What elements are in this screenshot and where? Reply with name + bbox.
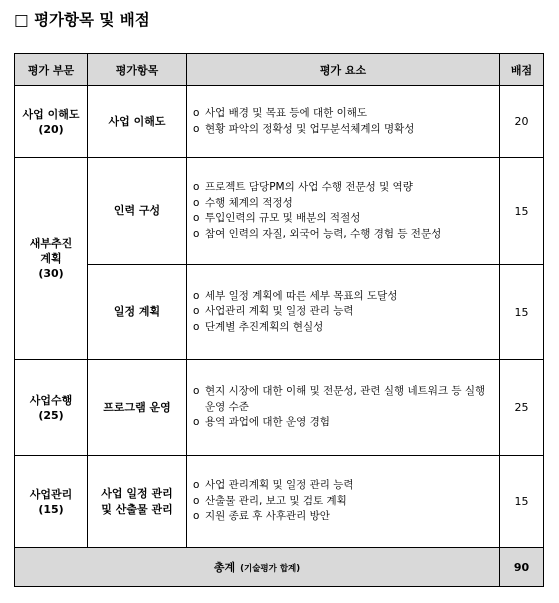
division-name-line: 계획 [40, 252, 62, 265]
bullet-marker: o [193, 107, 200, 119]
division-cell [15, 456, 88, 548]
division-name: 사업관리 [29, 487, 73, 501]
division-points: (25) [38, 408, 64, 422]
element-item: o 단계별 추진계획의 현실성 [193, 320, 495, 336]
element-item: o 투입인력의 규모 및 배분의 적절성 [193, 211, 495, 227]
bullet-marker: o [193, 196, 200, 209]
item-cell [88, 360, 187, 456]
element-item: o 현황 파악의 정확성 및 업무분석체계의 명확성 [193, 122, 495, 138]
element-item: o 수행 체계의 적정성 [193, 196, 495, 212]
table-row [15, 360, 544, 456]
table-row [15, 456, 544, 548]
section-heading [14, 8, 150, 30]
score-cell: 15 [500, 265, 544, 360]
item-cell [88, 265, 187, 360]
elements-cell [187, 158, 500, 265]
elements-cell [187, 86, 500, 158]
bullet-marker: o [193, 510, 200, 523]
table-row [15, 158, 544, 265]
score-cell: 15 [500, 456, 544, 548]
element-item: o 프로젝트 담당PM의 사업 수행 전문성 및 역량 [193, 180, 495, 196]
score-cell: 20 [500, 86, 544, 158]
table-row [15, 265, 544, 360]
elements-cell [187, 456, 500, 548]
header-item: 평가항목 [88, 54, 187, 86]
division-name: 사업수행 [29, 393, 73, 407]
bullet-marker: o [193, 320, 200, 333]
element-item: o 세부 일정 계획에 따른 세부 목표의 도달성 [193, 289, 495, 305]
table-row [15, 86, 544, 158]
elements-cell [187, 360, 500, 456]
total-label-cell [15, 548, 500, 587]
division-points: (30) [38, 267, 64, 280]
bullet-marker: o [193, 479, 200, 492]
item-cell [88, 456, 187, 548]
item-name: 인력 구성 [113, 204, 161, 217]
score-cell: 15 [500, 158, 544, 265]
item-name-line: 사업 일정 관리 [101, 486, 173, 500]
header-elements: 평가 요소 [187, 54, 500, 86]
division-name: 사업 이해도 [22, 107, 80, 121]
total-note: (기술평가 합계) [240, 564, 301, 574]
elements-cell [187, 265, 500, 360]
bullet-marker: o [193, 289, 200, 302]
element-item: o 현지 시장에 대한 이해 및 전문성, 관련 실행 네트워크 등 실행 운영 수준 [193, 385, 486, 413]
header-division: 평가 부문 [15, 54, 88, 86]
bullet-marker: o [193, 122, 200, 135]
division-points: (20) [38, 122, 64, 136]
item-cell [88, 86, 187, 158]
total-label: 총계 [213, 561, 236, 574]
element-item: o 사업관리 계획 및 일정 관리 능력 [193, 304, 495, 320]
item-name-line: 및 산출물 관리 [101, 502, 173, 516]
total-score: 90 [500, 548, 544, 587]
bullet-marker: o [193, 416, 200, 429]
element-item: o 참여 인력의 자질, 외국어 능력, 수행 경험 등 전문성 [193, 227, 495, 243]
item-name: 일정 계획 [113, 305, 161, 318]
element-item: o 사업 배경 및 목표 등에 대한 이해도 [193, 106, 495, 122]
division-cell [15, 86, 88, 158]
header-score: 배점 [500, 54, 544, 86]
bullet-marker: o [193, 305, 200, 318]
element-item: o 용역 과업에 대한 운영 경험 [193, 415, 495, 431]
bullet-marker: o [193, 385, 200, 398]
division-cell [15, 158, 88, 360]
checkbox-square-icon: □ [14, 11, 29, 29]
division-points: (15) [38, 502, 64, 516]
division-name-line: 새부추진 [29, 237, 73, 250]
item-cell [88, 158, 187, 265]
bullet-marker: o [193, 227, 200, 240]
element-item: o 산출물 관리, 보고 및 검토 계획 [193, 494, 495, 510]
element-item: o 지원 종료 후 사후관리 방안 [193, 509, 495, 525]
bullet-marker: o [193, 212, 200, 224]
division-cell [15, 360, 88, 456]
element-item: o 사업 관리계획 및 일정 관리 능력 [193, 478, 495, 494]
bullet-marker: o [193, 181, 200, 193]
bullet-marker: o [193, 494, 200, 507]
evaluation-table [14, 53, 544, 587]
section-title: 평가항목 및 배점 [34, 11, 150, 29]
total-row [15, 548, 544, 587]
item-name: 사업 이해도 [108, 114, 166, 128]
score-cell: 25 [500, 360, 544, 456]
table-header-row [15, 54, 544, 86]
item-name: 프로그램 운영 [103, 400, 171, 414]
